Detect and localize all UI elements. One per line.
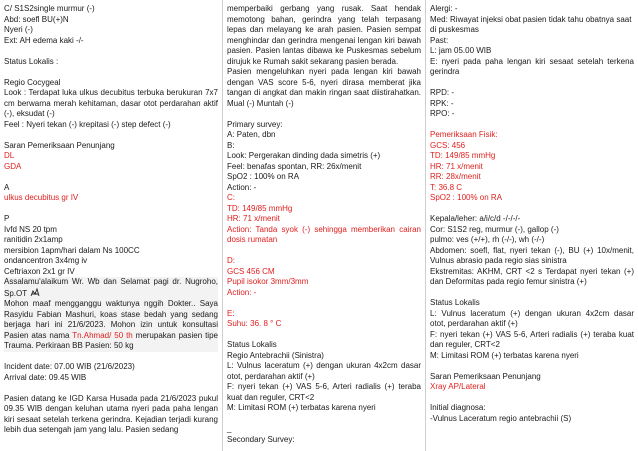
exam-line: Abd: soefl BU(+)N — [4, 14, 69, 24]
rpo-text: RPO: - — [430, 109, 455, 118]
exposure-value: Suhu: 36. 8 ° C — [227, 319, 282, 328]
disability-line: Pupil isokor 3mm/3mm — [227, 277, 309, 286]
plan-item: Ceftriaxon 2x1 gr IV — [4, 266, 75, 276]
status-lokalis-title: Status Lokalis — [430, 298, 480, 307]
exam-line: Ext: AH edema kaki -/- — [4, 35, 84, 45]
move-text: M: Limitasi ROM (+) terbatas karena nyeri — [227, 403, 376, 412]
feel-text: F: nyeri tekan (+) VAS 5-6, Arteri radialis (+) teraba kuat dan reguler, CRT<2 — [430, 329, 634, 349]
last-meal-text: L: jam 05.00 WIB — [430, 46, 492, 55]
disability-label: D: — [227, 256, 235, 265]
rpk-text: RPK: - — [430, 98, 454, 108]
incident-date: Incident date: 07.00 WIB (21/6/2023) — [4, 362, 135, 371]
circulation-action: Action: Tanda syok (-) sehingga memberikan cairan dosis rumatan — [227, 224, 421, 244]
look-text: L: Vulnus laceratum (+) dengan ukuran 4x2cm dasar otot, perdarahan aktif (+) — [430, 308, 634, 328]
signature-icon — [30, 288, 40, 297]
consult-message — [4, 277, 218, 352]
saran-item: DL — [4, 151, 15, 160]
message-text — [4, 299, 218, 352]
exam-line: Nyeri (-) — [4, 25, 33, 34]
message-before: Mohon maaf mengganggu waktunya nggih Dokter.. Saya Rasyidu Fabian Mashuri, koas stase bedah yang sedang berjaga hari ini 21/6/2023. Mohon izin untuk konsultasi Pasien atas nama — [4, 299, 218, 340]
rpd-text: RPD: - — [430, 88, 454, 97]
separator-underscore: _ — [227, 424, 232, 433]
column-1 — [0, 0, 222, 451]
history-text: Pasien datang ke IGD Karsa Husada pada 21/6/2023 pukul 09.35 WIB dengan keluhan utama nyeri pada paha lengan kiri sesaat setelah terkena gerindra. Kejadian terjadi kurang lebih dua setengah jam yang lalu. Pasien sedang — [4, 393, 218, 434]
primary-line: A: Paten, dbn — [227, 130, 276, 139]
greeting-body: Assalamu'alaikum Wr. Wb dan Selamat pagi dr. Nugroho, Sp.OT — [4, 277, 218, 298]
move-text: M: Limitasi ROM (+) terbatas karena nyeri — [430, 350, 579, 360]
status-lokalis-title: Status Lokalis — [227, 340, 277, 349]
message-after: merupakan pasien tipe Trauma. Perkiraan BB Pasien: 50 kg — [4, 330, 218, 350]
primary-line: B: — [227, 140, 235, 150]
primary-survey-title: Primary survey: — [227, 119, 283, 129]
regio-text: Regio Antebrachii (Sinistra) — [227, 350, 324, 360]
fisik-title: Pemeriksaan Fisik: — [430, 130, 498, 139]
pulmo-text: pulmo: ves (+/+), rh (-/-), wh (-/-) — [430, 235, 545, 244]
history-pain: Pasien mengeluhkan nyeri pada lengan kiri bawah dengan VAS score 5-6, nyeri dirasa memberat jika tangan di angkat dan makin ringan saat diistirahatkan. Mual (-) Muntah (-) — [227, 67, 421, 108]
assessment-label: A — [4, 182, 10, 192]
ekstremitas-text: Ekstremitas: AKHM, CRT <2 s Terdapat nyeri tekan (+) dan Deformitas pada regio femur sinistra (+) — [430, 266, 634, 286]
greeting-text — [4, 277, 218, 299]
disability-line: GCS 456 CM — [227, 266, 275, 276]
exam-line: C/ S1S2single murmur (-) — [4, 4, 95, 13]
kepala-text: Kepala/leher: a/i/c/d -/-/-/- — [430, 214, 521, 223]
feel-text: Feel : Nyeri tekan (-) krepitasi (-) step defect (-) — [4, 119, 171, 129]
secondary-survey-title: Secondary Survey: — [227, 434, 295, 444]
plan-label: P — [4, 214, 10, 223]
saran-title: Saran Pemeriksaan Penunjang — [4, 140, 115, 150]
med-text: Med: Riwayat injeksi obat pasien tidak tahu obatnya saat di puskesmas — [430, 14, 632, 34]
primary-line: Feel: benafas spontan, RR: 26x/menit — [227, 161, 362, 171]
abdomen-text: Abdomen: soefl, flat, nyeri tekan (-), BU (+) 10x/menit, Vulnus abrasio pada regio sias sinistra — [430, 245, 634, 265]
plan-item: Ivfd NS 20 tpm — [4, 224, 57, 234]
plan-item: ondancentron 3x4mg iv — [4, 256, 88, 265]
plan-item: ranitidin 2x1amp — [4, 235, 63, 244]
column-2 — [223, 0, 425, 451]
look-text: L: Vulnus laceratum (+) dengan ukuran 4x2cm dasar otot, perdarahan aktif (+) — [227, 361, 421, 381]
look-text: Look : Terdapat luka ulkus decubitus terbuka berukuran 7x7 cm berwarna merah kehitaman, dasar otot perdarahan aktif (-), eksudat (-) — [4, 88, 218, 118]
assessment-text: ulkus decubitus gr IV — [4, 193, 79, 202]
fisik-line: SpO2 : 100% on RA — [430, 193, 503, 202]
fisik-line: T: 36.8 C — [430, 182, 463, 192]
diagnosa-title: Initial diagnosa: — [430, 403, 486, 412]
regio-text: Regio Cocygeal — [4, 77, 61, 87]
saran-item: GDA — [4, 161, 22, 171]
cor-text: Cor: S1S2 reg, murmur (-), gallop (-) — [430, 224, 559, 234]
status-lokalis-title: Status Lokalis : — [4, 56, 59, 66]
circulation-label: C: — [227, 193, 235, 202]
past-label: Past: — [430, 35, 449, 45]
event-text: E: nyeri pada paha lengan kiri sesaat setelah terkena gerindra — [430, 56, 634, 76]
primary-line: Look: Pergerakan dinding dada simetris (+) — [227, 151, 381, 160]
primary-line: Action: - — [227, 182, 257, 192]
circulation-line: HR: 71 x/menit — [227, 214, 280, 223]
disability-line: Action: - — [227, 287, 257, 297]
plan-item: mersibion 1apm/hari dalam Ns 100CC — [4, 245, 140, 255]
column-3 — [426, 0, 638, 451]
history-continued: memperbaiki gerbang yang rusak. Saat hendak memotong bahan, gerindra yang telah terpasang lepas dan melayang ke arah pasien. Pasien sempat menghindar dan gerindra mengenai lengan kiri bawah pasien. Pasien lantas dibawa ke Puskesmas sebelum dirujuk ke Rumah sakit sekarang pasien berada. — [227, 4, 421, 66]
circulation-line: TD: 149/85 mmHg — [227, 203, 293, 213]
saran-title: Saran Pemeriksaan Penunjang — [430, 371, 541, 381]
saran-item: Xray AP/Lateral — [430, 382, 486, 391]
primary-line: SpO2 : 100% on RA — [227, 172, 300, 181]
patient-name: Tn.Ahmad/ 50 th — [72, 330, 133, 340]
alergi-text: Alergi: - — [430, 4, 458, 13]
fisik-line: RR: 28x/menit — [430, 172, 481, 181]
exposure-label: E: — [227, 308, 235, 318]
fisik-line: TD: 149/85 mmHg — [430, 151, 496, 160]
diagnosa-text: -Vulnus Laceratum regio antebrachii (S) — [430, 413, 572, 423]
fisik-line: GCS: 456 — [430, 140, 466, 150]
feel-text: F: nyeri tekan (+) VAS 5-6, Arteri radialis (+) teraba kuat dan reguler, CRT<2 — [227, 382, 421, 402]
arrival-date: Arrival date: 09.45 WIB — [4, 372, 87, 382]
fisik-line: HR: 71 x/menit — [430, 161, 483, 171]
